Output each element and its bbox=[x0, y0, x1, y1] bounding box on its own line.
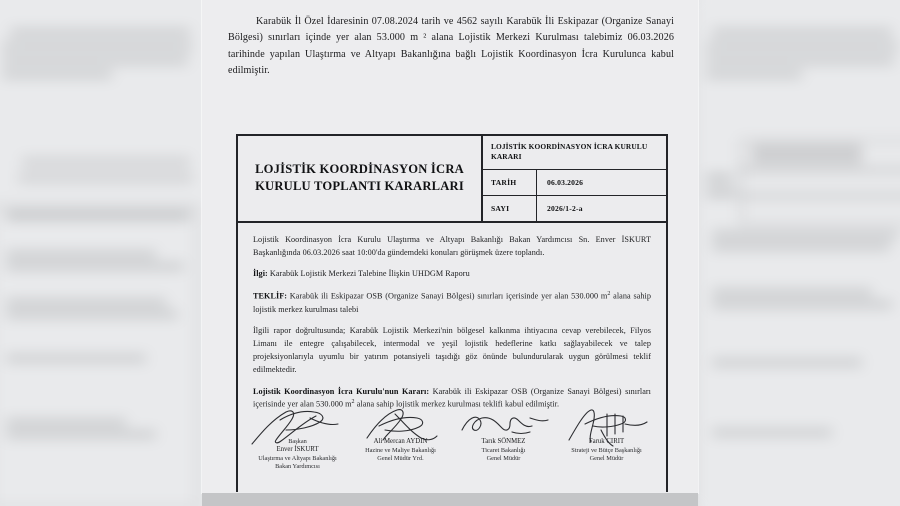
decision-meta bbox=[483, 136, 666, 221]
body-ilgi-paragraph bbox=[253, 268, 651, 281]
signature-block-3 bbox=[452, 408, 555, 471]
ilgi-text: Karabük Lojistik Merkezi Talebine İlişkin UHDGM Raporu bbox=[267, 269, 470, 279]
decision-table-header bbox=[238, 136, 666, 223]
body-opening-paragraph: Lojistik Koordinasyon İcra Kurulu Ulaştırma ve Altyapı Bakanlığı Bakan Yardımcısı Sn. Enver İSKURT Başkanlığında 06.03.2026 saat 10:00'da gündemdeki konuları görüşmek üzere toplandı. bbox=[253, 234, 651, 257]
decision-meta-row-number bbox=[483, 196, 666, 221]
decision-body bbox=[238, 223, 666, 412]
signature-title-4: Genel Müdür bbox=[589, 455, 624, 462]
signature-role-1: Başkan bbox=[288, 438, 307, 445]
signature-block-2 bbox=[349, 408, 452, 471]
decision-table-title: LOJİSTİK KOORDİNASYON İCRA KURULU TOPLANTI KARARLARI bbox=[238, 136, 483, 221]
teklif-text-a: Karabük ili Eskipazar OSB (Organize Sanayi Bölgesi) sınırları içerisinde yer alan 530.000 m bbox=[287, 291, 608, 301]
body-teklif-paragraph bbox=[253, 290, 651, 316]
intro-paragraph: Karabük İl Özel İdaresinin 07.08.2024 tarih ve 4562 sayılı Karabük İli Eskipazar (Organize Sanayi Bölgesi) sınırları içinde yer alan 53.000 m ² alana Lojistik Merkezi Kurulması talebimiz 06.03.2026 tarihinde yapılan Ulaştırma ve Altyapı Bakanlığına bağlı Lojistik Koordinasyon İcra Kurulunca kabul edilmiştir. bbox=[228, 16, 674, 77]
signature-org-3: Ticaret Bakanlığı bbox=[481, 446, 526, 454]
signature-org-4: Strateji ve Bütçe Başkanlığı bbox=[571, 446, 642, 454]
signature-title-1: Bakan Yardımcısı bbox=[275, 462, 320, 470]
signature-org-2: Hazine ve Maliye Bakanlığı bbox=[365, 446, 436, 454]
decision-meta-value-date: 06.03.2026 bbox=[547, 177, 584, 187]
signature-title-3: Genel Müdür bbox=[486, 455, 521, 462]
karar-superscript: 2 bbox=[351, 399, 355, 406]
ilgi-label: İlgi: bbox=[253, 269, 268, 279]
document-page bbox=[202, 0, 698, 493]
signature-name-2: Ali Mercan AYDIN bbox=[373, 438, 428, 445]
karar-label: Lojistik Koordinasyon İcra Kurulu'nun Kararı: bbox=[253, 386, 430, 396]
teklif-label: TEKLİF: bbox=[253, 291, 288, 301]
signature-block-1 bbox=[246, 408, 349, 471]
karar-text-a: Karabük ili Eskipazar OSB (Organize Sanayi Bölgesi) sınırları içerisinde yer alan 530.000 m bbox=[253, 386, 651, 410]
signature-name-4: Faruk CIRIT bbox=[588, 438, 625, 445]
decision-table bbox=[236, 134, 668, 492]
teklif-superscript: 2 bbox=[607, 291, 611, 298]
teklif-text-b: alana sahip lojistik merkez kurulması talebi bbox=[253, 291, 651, 314]
signature-block-4 bbox=[555, 408, 658, 471]
karar-text-b: alana sahip lojistik merkez kurulması teklifi kabul edilmiştir. bbox=[354, 400, 560, 410]
signature-org-1: Ulaştırma ve Altyapı Bakanlığı bbox=[258, 454, 337, 462]
signature-name-1: Enver İSKURT bbox=[276, 445, 319, 453]
body-rapor-paragraph: İlgili rapor doğrultusunda; Karabük Lojistik Merkezi'nin bölgesel kalkınma ihtiyacına cevap verebilecek, Filyos Limanı ile entegre çalışabilecek, intermodal ve yeşil lojistik hedeflerine katkı sağlayabilecek ve talep projeksiyonlarıyla uyumlu bir yatırım potansiyeli taşıdığı göz önünde bulundurularak uygun görülmesi teklif edilmektedir. bbox=[253, 326, 651, 374]
signature-row bbox=[246, 408, 658, 471]
signature-title-2: Genel Müdür Yrd. bbox=[377, 455, 424, 462]
decision-meta-row-date bbox=[483, 170, 666, 196]
decision-meta-value-number: 2026/1-2-a bbox=[547, 203, 583, 213]
decision-meta-title: LOJİSTİK KOORDİNASYON İCRA KURULU KARARI bbox=[483, 136, 666, 170]
decision-meta-key-number: SAYI bbox=[483, 196, 537, 221]
signature-name-3: Tarık SÖNMEZ bbox=[481, 438, 526, 445]
decision-meta-key-date: TARİH bbox=[483, 170, 537, 195]
